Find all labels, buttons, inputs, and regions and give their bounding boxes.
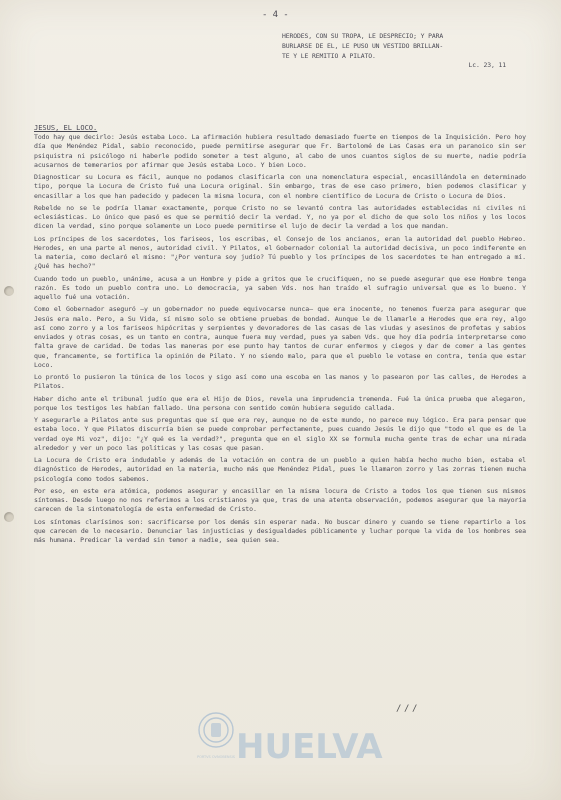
paragraph: Los príncipes de los sacerdotes, los fariseos, los escribas, el Consejo de los ancianos, eran la autoridad del pueblo Hebreo. Herodes, en una parte al menos, autoridad civil. Y Pilatos, el Gobernador colonial la autoridad decisiva, un poco indiferente en la materia, como declaró el mismo: "¿Por ventura soy judío? Tú pueblo y los príncipes de los sacerdotes te han entregado a mí. ¿Qué has hecho?" bbox=[34, 234, 526, 271]
epigraph-citation: Lc. 23, 11 bbox=[468, 61, 506, 70]
paragraph: La Locura de Cristo era indudable y además de la votación en contra de un pueblo a quien había hecho mucho bien, estaba el diagnóstico de Herodes, autoridad en la materia, mucho más que Menéndez Pidal, pues le llamaron zorro y las zorras tienen mucha psicología como todos sabemos. bbox=[34, 456, 526, 483]
epigraph bbox=[282, 32, 532, 71]
paragraph: Haber dicho ante el tribunal judío que era el Hijo de Dios, revela una imprudencia tremenda. Fué la única prueba que alegaron, porque los testigos les habían fallado. Una persona con sentido común hubiera seguido callada. bbox=[34, 394, 526, 412]
paragraph: Todo hay que decirlo: Jesús estaba Loco. La afirmación hubiera resultado demasiado fuerte en tiempos de la Inquisición. Pero hoy día que Menéndez Pidal, sabio reconocido, puede permitirse asegurar que Fr. Bartolomé de Las Casas era un paranoico sin ser psiquistra ni psicólogo ni haberle podido someter a test alguno, al cabo de unos cuantos siglos de su muerte, nadie podría acusarnos de temerarios por afirmar que Jesús estaba Loco. Y bien Loco. bbox=[34, 133, 526, 169]
handwritten-tick-mark: / bbox=[404, 704, 410, 714]
paragraph: Los síntomas clarísimos son: sacrificarse por los demás sin esperar nada. No buscar dinero y cuando se tiene repartirlo a los que carecen de lo necesario. Denunciar las injusticias y desigualdades públicamente y luchar porque la vida de los hombres sea más humana. Predicar la verdad sin temor a nadie, sea quien sea. bbox=[34, 517, 526, 544]
epigraph-line: TE Y LE REMITIO A PILATO. bbox=[282, 51, 376, 60]
page-number: - 4 - bbox=[262, 10, 289, 20]
paragraph: Como el Gobernador aseguró —y un gobernador no puede equivocarse nunca— que era inocente, no tenemos fuerza para asegurar que Jesús era malo. Pero, a Su Vida, sí mismo solo se obtiene pruebas de bondad. Aunque le de llamarle a Herodes que era rey, algo así como zorro y a los fariseos hipócritas y serpientes y devoradores de las casas de las viudas y asesinos de profetas y sabios enviados y otras cosas, es un tanto en contra, aunque fuera muy verdad, pues ya saben Vds. que hoy día podría interpretarse como falta grave de caridad. De todas las maneras por ese punto hay tantos de curar enfermos y ciegos y dar de comer a las gentes que, francamente, se fortifica la opinión de Pilato. Y no siendo malo, para que el pueblo le votase en contra, tenía que estar Loco. bbox=[34, 305, 526, 369]
paragraph: Lo prontó lo pusieron la túnica de los locos y sigo así como una escoba en las manos y lo pasearon por las calles, de Herodes a Pilatos. bbox=[34, 373, 526, 391]
punch-hole-bottom bbox=[4, 512, 14, 522]
archive-watermark-logo bbox=[196, 680, 383, 790]
epigraph-line: HERODES, CON SU TROPA, LE DESPRECIO; Y PARA bbox=[282, 32, 444, 40]
handwritten-tick-mark: / bbox=[412, 704, 418, 714]
handwritten-tick-mark: / bbox=[396, 704, 402, 714]
paragraph: Diagnosticar su Locura es fácil, aunque no podamos clasificarla con una nomenclatura especial, encasillándola en determinado tipo, porque la Locura de Cristo fué una Locura original. Sin embargo, tras de ese caso primero, bien podemos clasificar y encasillar a los que han padecido y padecen la misma locura, con el nombre científico de Locura de Cristo o Locura de Dios. bbox=[34, 173, 526, 200]
paragraph: Cuando todo un pueblo, unánime, acusa a un Hombre y pide a gritos que le crucifiquen, no se puede asegurar que ese Hombre tenga razón. Es todo un pueblo contra uno. Lo democracia, ya saben Vds. nos han traído el sufragio universal que es lo bueno. Y aquello fué una votación. bbox=[34, 274, 526, 301]
paragraph: Y asegurarle a Pilatos ante sus preguntas que sí que era rey, aunque no de este mundo, no parece muy lógico. Era para pensar que estaba loco. Y que Pilatos discurría bien se puede comprobar perfectamente, pues cuando Jesús le dijo que "todo el que es de la verdad oye Mi voz", dijo: "¿Y qué es la verdad?", pregunta que en el siglo XX se formula mucha gente tras de echar una mirada alrededor y ver un poco las políticas y las cosas que pasan. bbox=[34, 416, 526, 452]
paragraph: Por eso, en este era atómica, podemos asegurar y encasillar en la misma locura de Cristo a todos los que tienen sus mismos síntomas. Desde luego no nos referimos a los cristianos ya que, tras de una atenta observación, podemos asegurar que la mayoría carecen de la sintomatología de esta enfermedad de Cristo. bbox=[34, 486, 526, 514]
watermark-text: HUELVA bbox=[236, 727, 383, 767]
body-text bbox=[34, 133, 526, 548]
section-title: JESUS, EL LOCO. bbox=[34, 124, 98, 132]
paragraph: Rebelde no se le podría llamar exactamente, porque Cristo no se levantó contra las autoridades establecidas ni civiles ni eclesiásticas. Lo único que pasó es que se permitió decir la verdad. Y, no ya por el dicho de que solo los niños y los locos dicen la verdad, sino porque solamente un Loco puede permitirse el lujo de decir la verdad a los que mandan. bbox=[34, 203, 526, 231]
epigraph-line: BURLARSE DE EL, LE PUSO UN VESTIDO BRILLAN- bbox=[282, 41, 444, 50]
punch-hole-top bbox=[4, 286, 14, 296]
seal-text: PORTVS OVNOBENSIS bbox=[196, 755, 236, 759]
